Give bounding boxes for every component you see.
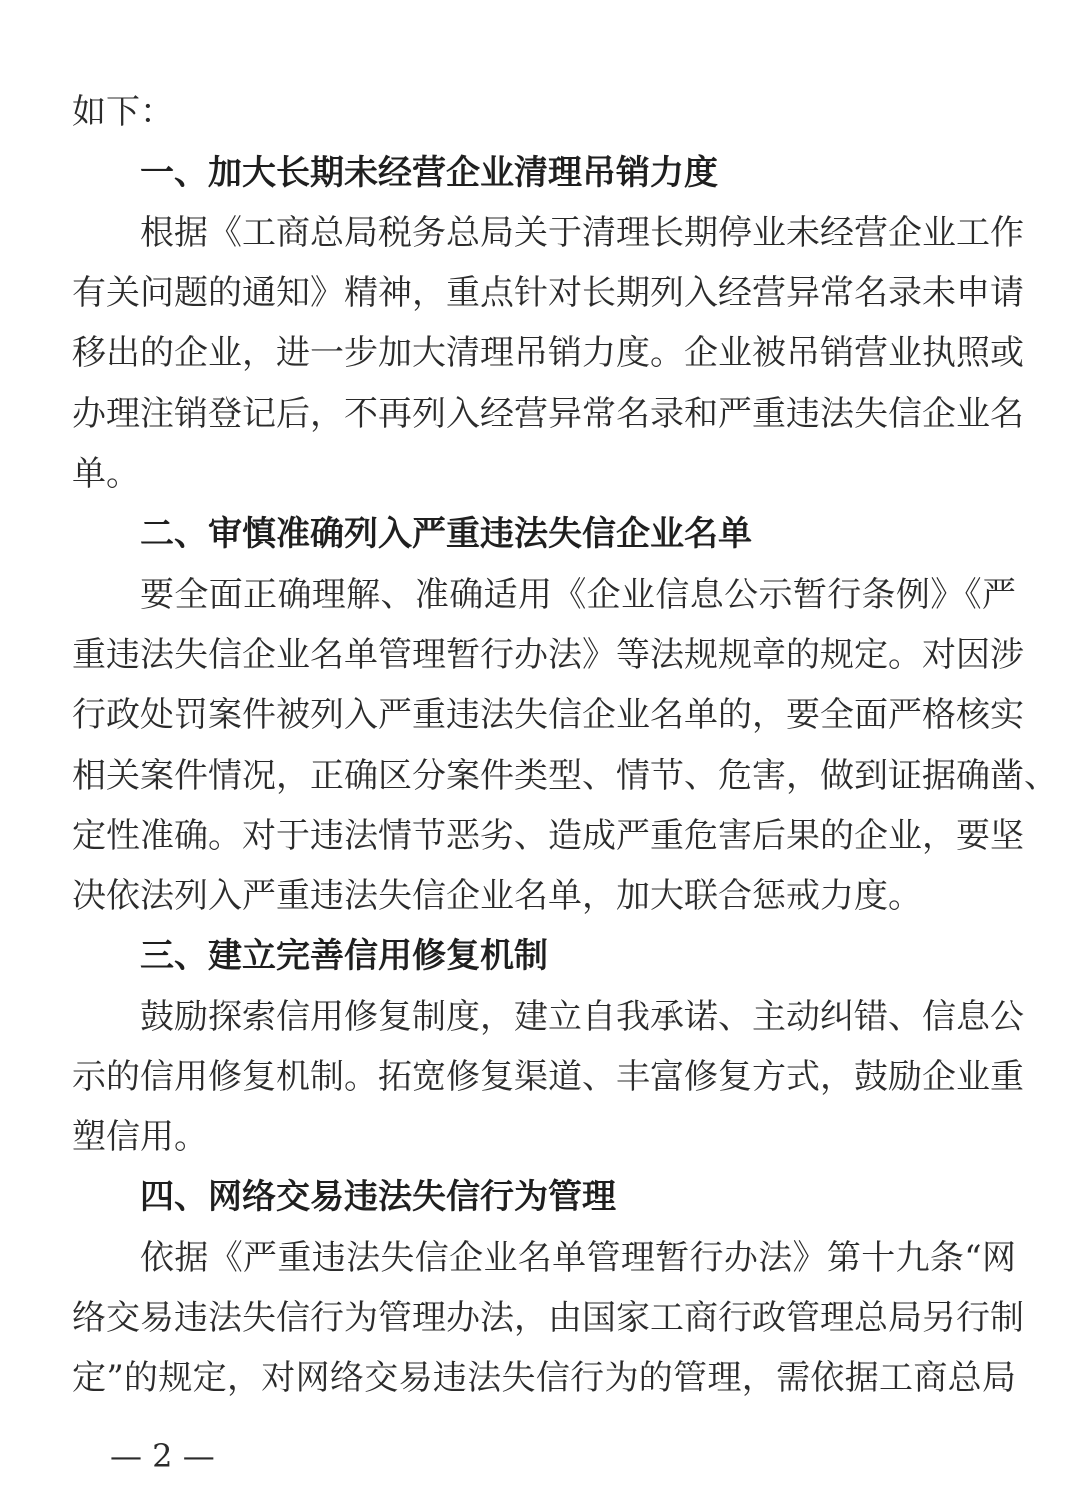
section-1-line-4: 办理注销登记后，不再列入经营异常名录和严重违法失信企业名: [72, 394, 1024, 434]
page-number: — 2 —: [110, 1437, 215, 1475]
section-3-line-3: 塑信用。: [72, 1117, 208, 1157]
section-1-line-3: 移出的企业，进一步加大清理吊销力度。企业被吊销营业执照或: [72, 333, 1024, 373]
section-3-heading: 三、建立完善信用修复机制: [140, 936, 548, 976]
section-3-line-1: 鼓励探索信用修复制度，建立自我承诺、主动纠错、信息公: [140, 997, 1024, 1037]
section-1-line-2: 有关问题的通知》精神，重点针对长期列入经营异常名录未申请: [72, 273, 1024, 313]
section-4-line-3: 定”的规定，对网络交易违法失信行为的管理，需依据工商总局: [72, 1358, 1016, 1398]
section-4-line-2: 络交易违法失信行为管理办法，由国家工商行政管理总局另行制: [72, 1298, 1024, 1338]
section-4-line-1: 依据《严重违法失信企业名单管理暂行办法》第十九条“网: [140, 1238, 1016, 1278]
section-1-line-1: 根据《工商总局税务总局关于清理长期停业未经营企业工作: [140, 213, 1024, 253]
section-2-line-3: 行政处罚案件被列入严重违法失信企业名单的，要全面严格核实: [72, 695, 1024, 735]
section-2-line-6: 决依法列入严重违法失信企业名单，加大联合惩戒力度。: [72, 876, 922, 916]
section-2-line-1: 要全面正确理解、准确适用《企业信息公示暂行条例》《严: [140, 575, 1016, 615]
section-2-heading: 二、审慎准确列入严重违法失信企业名单: [140, 514, 752, 554]
section-1-line-5: 单。: [72, 454, 140, 494]
section-3-line-2: 示的信用修复机制。拓宽修复渠道、丰富修复方式，鼓励企业重: [72, 1057, 1024, 1097]
opening-text: 如下：: [72, 92, 174, 132]
section-1-heading: 一、加大长期未经营企业清理吊销力度: [140, 153, 718, 193]
section-2-line-4: 相关案件情况，正确区分案件类型、情节、危害，做到证据确凿、: [72, 756, 1058, 796]
section-4-heading: 四、网络交易违法失信行为管理: [140, 1177, 616, 1217]
section-2-line-5: 定性准确。对于违法情节恶劣、造成严重危害后果的企业，要坚: [72, 816, 1024, 856]
section-2-line-2: 重违法失信企业名单管理暂行办法》等法规规章的规定。对因涉: [72, 635, 1024, 675]
